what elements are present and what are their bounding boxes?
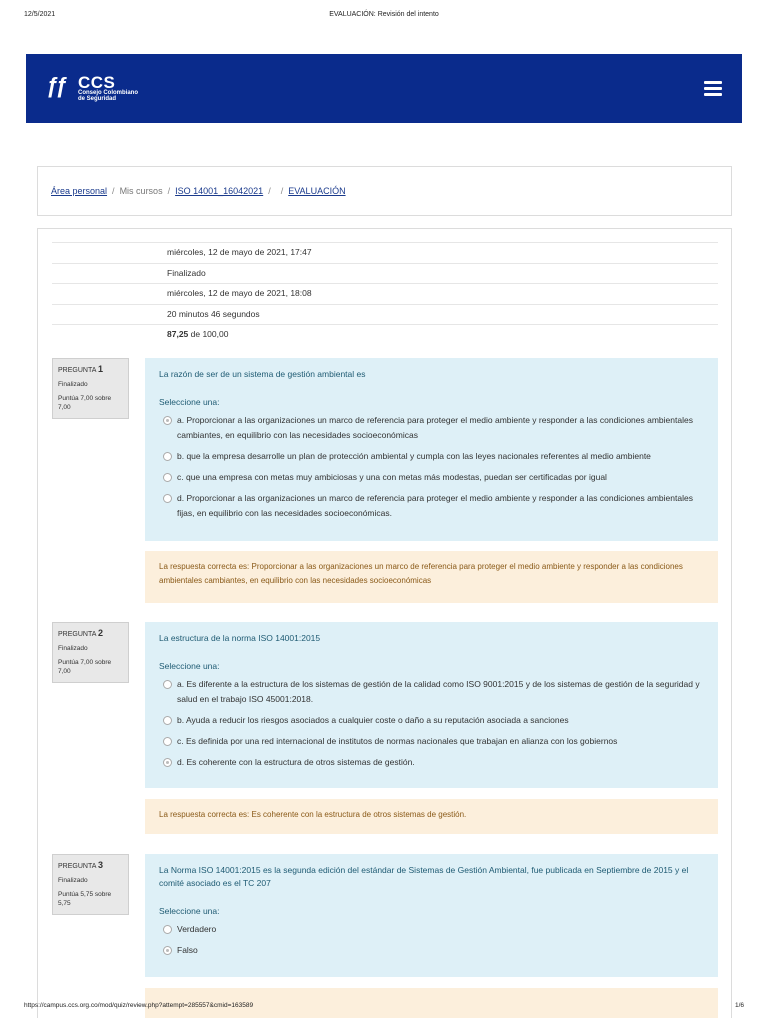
correct-answer-feedback: La respuesta correcta es: Proporcionar a las organizaciones un marco de referencia para proteger el medio ambiente y responder a las condiciones ambientales cambiantes, en equilibrio con las necesidades socioeconómicas: [145, 551, 718, 603]
question-content: [145, 622, 718, 788]
print-page-number: 1/6: [734, 1002, 744, 1009]
answer-option[interactable]: c. Es definida por una red internacional de institutos de normas nacionales que trabajan en alianza con los gobiernos: [159, 734, 704, 749]
radio-icon[interactable]: [163, 680, 172, 689]
logo-subtitle-2: de Seguridad: [78, 96, 117, 102]
question-info: [52, 622, 129, 683]
logo-text: CCS: [78, 73, 116, 92]
question-state: Finalizado: [58, 381, 88, 388]
radio-icon[interactable]: [163, 494, 172, 503]
radio-icon[interactable]: [163, 473, 172, 482]
question-state: Finalizado: [58, 645, 88, 652]
radio-icon[interactable]: [163, 737, 172, 746]
summary-duration: 20 minutos 46 segundos: [52, 304, 718, 325]
question-content: [145, 358, 718, 541]
question-prompt: La razón de ser de un sistema de gestión ambiental es: [159, 369, 366, 379]
radio-icon[interactable]: [163, 452, 172, 461]
breadcrumb-separator: /: [112, 186, 115, 196]
radio-checked-icon[interactable]: [163, 946, 172, 955]
breadcrumb-separator: /: [268, 186, 271, 196]
breadcrumb-container: [37, 166, 732, 216]
logo-subtitle-1: Consejo Colombiano: [78, 90, 138, 96]
answer-option[interactable]: c. que una empresa con metas muy ambiciosas y una con metas más modestas, puedan ser certificadas por igual: [159, 470, 704, 485]
question-score: Puntúa 5,75 sobre 5,75: [58, 891, 112, 907]
breadcrumb-home-link[interactable]: Área personal: [51, 186, 108, 196]
radio-checked-icon[interactable]: [163, 758, 172, 767]
print-url: https://campus.ccs.org.co/mod/quiz/review.php?attempt=285557&cmid=163589: [24, 1002, 254, 1009]
grade-value: 87,25: [167, 329, 189, 340]
question-number: 3: [97, 860, 103, 870]
answer-option[interactable]: d. Proporcionar a las organizaciones un marco de referencia para proteger el medio ambiente y responder a las condiciones ambientales fijas, en equilibrio con las necesidades socioeconómicas.: [159, 491, 704, 521]
summary-started: miércoles, 12 de mayo de 2021, 17:47: [52, 242, 718, 263]
print-title: EVALUACIÓN: Revisión del intento: [329, 11, 439, 18]
question-prompt: La Norma ISO 14001:2015 es la segunda edición del estándar de Sistemas de Gestión Ambiental, fue publicada en Septiembre de 2015 y el comité asociado es el TC 207: [159, 865, 689, 888]
answer-option[interactable]: b. que la empresa desarrolle un plan de protección ambiental y cumpla con las leyes nacionales referentes al medio ambiente: [159, 449, 704, 464]
breadcrumb-course-link[interactable]: ISO 14001_16042021: [175, 186, 264, 196]
correct-answer-feedback: La respuesta correcta es: Es coherente con la estructura de otros sistemas de gestión.: [145, 799, 718, 834]
summary-state: Finalizado: [52, 263, 718, 284]
hamburger-icon[interactable]: [704, 81, 722, 96]
breadcrumb-separator: /: [167, 186, 171, 196]
print-footer: [0, 1002, 768, 1012]
radio-checked-icon[interactable]: [163, 416, 172, 425]
question-prompt: La estructura de la norma ISO 14001:2015: [159, 633, 321, 643]
answer-option[interactable]: d. Es coherente con la estructura de otros sistemas de gestión.: [159, 755, 704, 770]
ccs-logo-mark-icon: ƒƒ: [46, 73, 65, 98]
answer-option[interactable]: a. Proporcionar a las organizaciones un marco de referencia para proteger el medio ambiente y responder a las condiciones ambientales cambiantes, en equilibrio con las necesidades socioeconómicas: [159, 413, 704, 443]
breadcrumb-current-link[interactable]: EVALUACIÓN: [288, 186, 346, 196]
radio-icon[interactable]: [163, 925, 172, 934]
print-header: [0, 11, 768, 23]
question-info: [52, 358, 129, 419]
question-label: PREGUNTA: [58, 367, 96, 374]
question-number: 2: [97, 628, 103, 638]
question-label: PREGUNTA: [58, 631, 96, 638]
question-state: Finalizado: [58, 877, 88, 884]
ccs-logo[interactable]: [46, 71, 156, 105]
select-label: Seleccione una:: [159, 397, 220, 407]
breadcrumb-separator: /: [280, 186, 284, 196]
question-label: PREGUNTA: [58, 863, 96, 870]
answer-option[interactable]: a. Es diferente a la estructura de los sistemas de gestión de la calidad como ISO 9001:2015 y de los sistemas de gestión de la seguridad y salud en el trabajo ISO 45001:2018.: [159, 677, 704, 707]
quiz-review-content: [37, 228, 732, 1018]
breadcrumb: [51, 186, 346, 196]
select-label: Seleccione una:: [159, 906, 220, 916]
answer-option[interactable]: b. Ayuda a reducir los riesgos asociados a cualquier coste o daño a su reputación asociada a sanciones: [159, 713, 704, 728]
select-label: Seleccione una:: [159, 661, 220, 671]
print-date: 12/5/2021: [24, 11, 56, 18]
radio-icon[interactable]: [163, 716, 172, 725]
grade-total: de 100,00: [188, 329, 229, 340]
question-score: Puntúa 7,00 sobre 7,00: [58, 659, 112, 675]
answer-option[interactable]: Falso: [159, 943, 704, 958]
attempt-summary: [52, 242, 718, 345]
question-score: Puntúa 7,00 sobre 7,00: [58, 395, 112, 411]
navbar: [26, 54, 742, 123]
summary-grade: [52, 324, 718, 345]
answer-option[interactable]: Verdadero: [159, 922, 704, 937]
question-content: [145, 854, 718, 977]
summary-completed: miércoles, 12 de mayo de 2021, 18:08: [52, 283, 718, 304]
question-number: 1: [97, 364, 103, 374]
question-info: [52, 854, 129, 915]
breadcrumb-courses: Mis cursos: [119, 186, 163, 196]
